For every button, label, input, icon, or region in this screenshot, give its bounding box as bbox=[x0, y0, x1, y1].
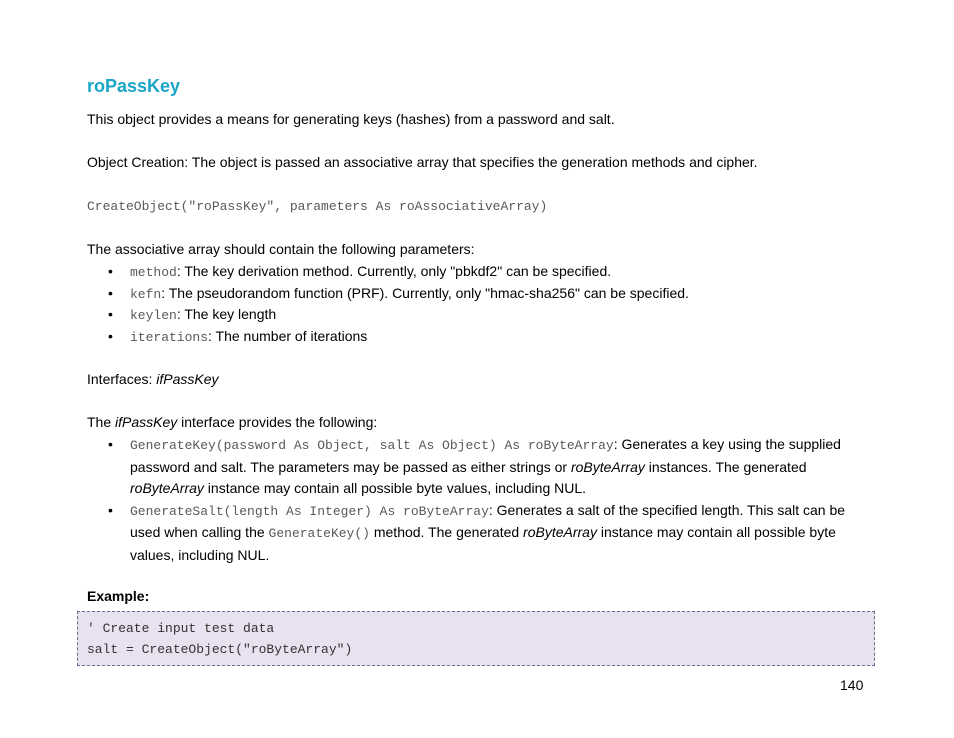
list-item bbox=[87, 261, 862, 283]
method-desc: instances. The generated bbox=[644, 458, 807, 475]
param-desc: : The key derivation method. Currently, only "pbkdf2" can be specified. bbox=[176, 263, 612, 279]
example-heading: Example: bbox=[87, 588, 150, 604]
method-signature-args: length As Integer) As roByteArray bbox=[231, 503, 489, 519]
interface-name: ifPassKey bbox=[115, 414, 178, 430]
params-intro: The associative array should contain the following parameters: bbox=[87, 241, 475, 257]
param-desc: : The number of iterations bbox=[208, 328, 368, 345]
list-item bbox=[87, 500, 862, 567]
intro-paragraph: This object provides a means for generating keys (hashes) from a password and salt. bbox=[87, 111, 615, 127]
param-name: keylen bbox=[130, 308, 177, 324]
method-signature-name: GenerateKey( bbox=[130, 438, 224, 453]
list-item bbox=[87, 326, 862, 348]
create-object-call bbox=[87, 195, 547, 217]
type-name: roByteArray bbox=[523, 524, 597, 540]
iface-intro-post: interface provides the following: bbox=[177, 414, 378, 430]
object-creation-paragraph: Object Creation: The object is passed an associative array that specifies the generation methods and cipher. bbox=[87, 154, 758, 170]
create-call-function: CreateObject("roPassKey", bbox=[87, 199, 290, 214]
list-item bbox=[87, 283, 862, 305]
param-name: iterations bbox=[130, 330, 209, 346]
page-title: roPassKey bbox=[87, 76, 181, 96]
interface-name: ifPassKey bbox=[156, 371, 219, 387]
method-desc: instance may contain all possible byte values, including NUL. bbox=[203, 480, 587, 496]
inline-code: GenerateKey() bbox=[268, 526, 370, 541]
method-signature-args: password As Object, salt As Object) As roByteArray bbox=[223, 438, 614, 453]
method-list bbox=[87, 434, 862, 566]
interfaces-line bbox=[87, 369, 219, 389]
param-desc: : The pseudorandom function (PRF). Currently, only "hmac-sha256" can be specified. bbox=[161, 284, 689, 301]
param-name: method bbox=[130, 265, 177, 280]
code-line: salt = CreateObject("roByteArray") bbox=[87, 642, 353, 657]
page-number: 140 bbox=[840, 677, 864, 693]
parameter-list bbox=[87, 261, 862, 348]
example-code-block bbox=[77, 611, 875, 666]
type-name: roByteArray bbox=[570, 458, 645, 475]
param-name: kefn bbox=[130, 286, 162, 302]
method-desc: instance may contain all possible byte values, including NUL. bbox=[130, 524, 836, 563]
list-item bbox=[87, 434, 862, 500]
method-desc: method. The generated bbox=[369, 524, 524, 540]
code-line: ' Create input test data bbox=[87, 621, 275, 636]
interfaces-label: Interfaces: bbox=[87, 371, 157, 387]
method-desc: : Generates a salt of the specified length. This salt can be used when calling the bbox=[130, 501, 846, 540]
param-desc: : The key length bbox=[176, 306, 277, 323]
type-name: roByteArray bbox=[130, 480, 204, 496]
list-item bbox=[87, 304, 862, 326]
iface-intro-pre: The bbox=[87, 414, 116, 430]
method-desc: : Generates a key using the supplied password and salt. The parameters may be passed as either strings or bbox=[130, 436, 841, 475]
method-signature-name: GenerateSalt( bbox=[130, 503, 232, 519]
interface-intro bbox=[87, 412, 377, 432]
create-call-args: parameters As roAssociativeArray) bbox=[289, 199, 548, 214]
